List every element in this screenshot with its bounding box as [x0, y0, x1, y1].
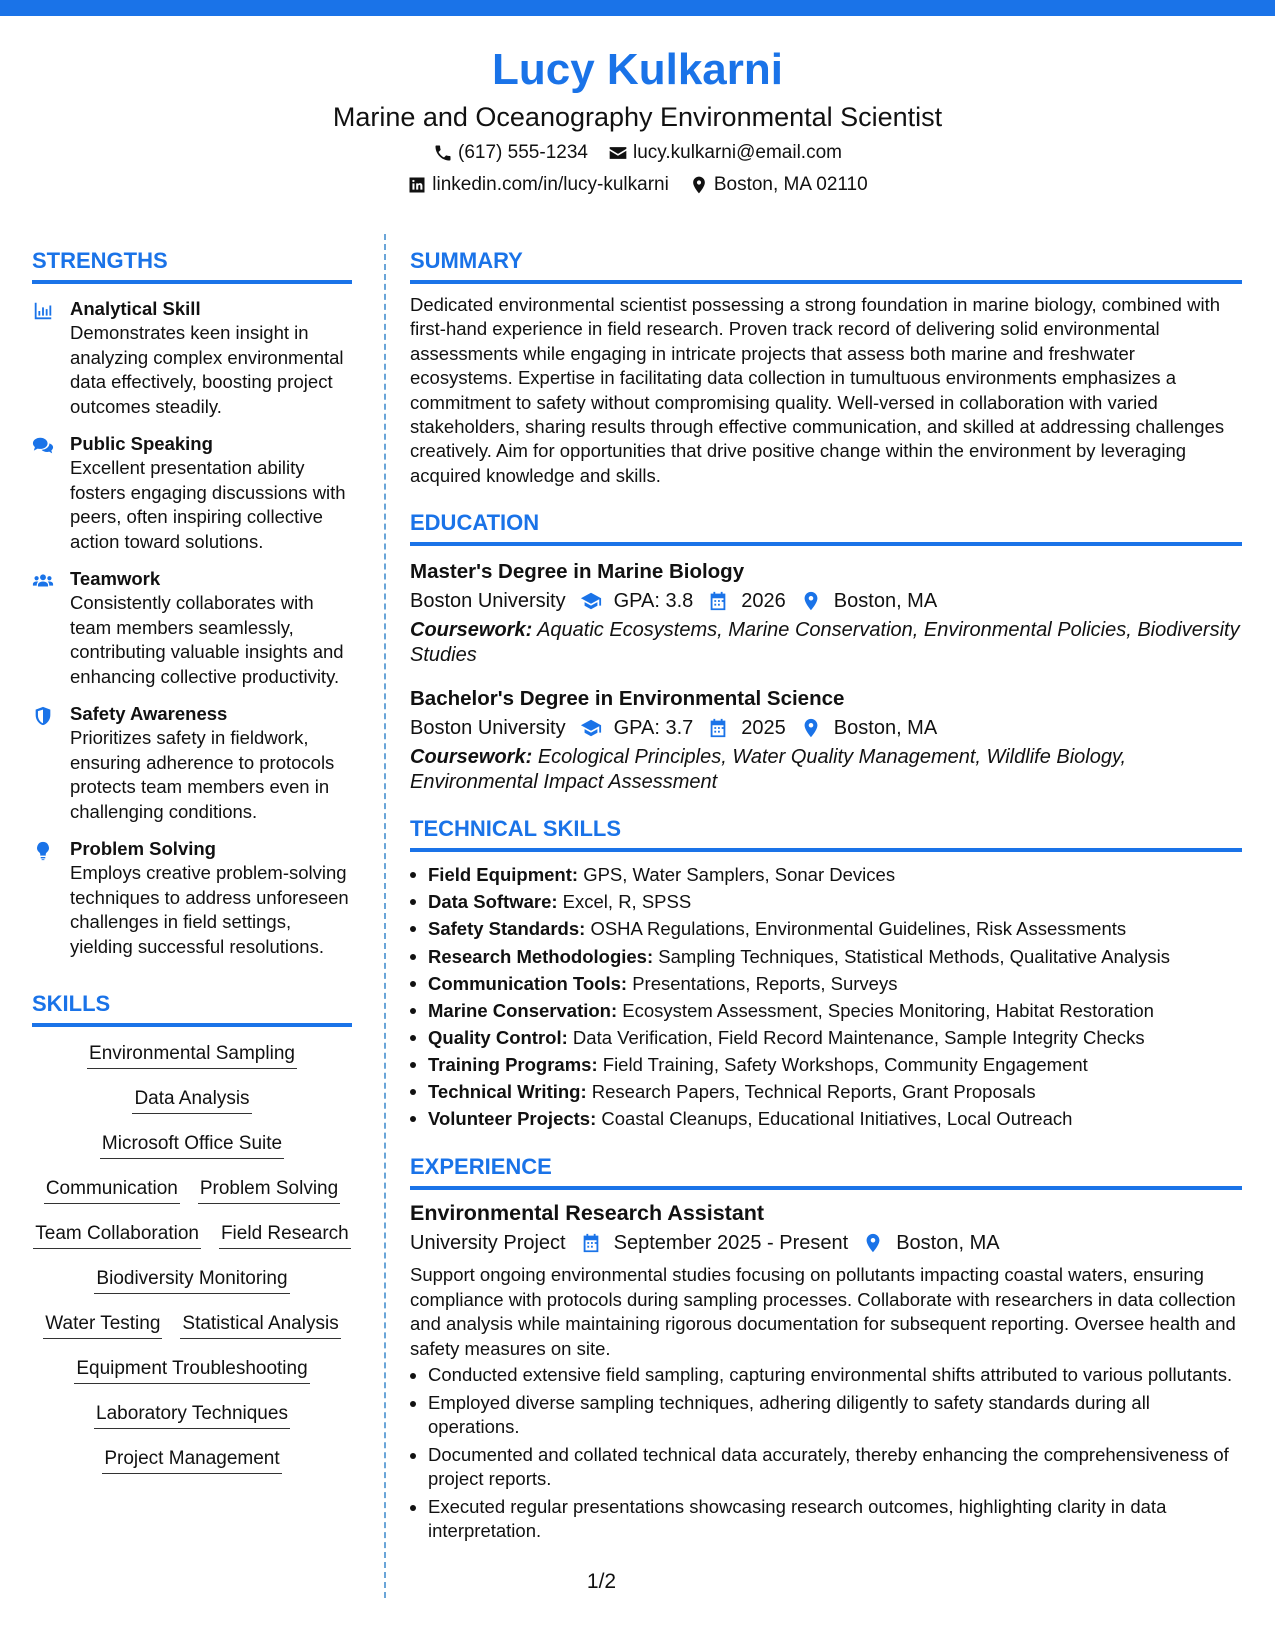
- coursework-label: Coursework:: [410, 746, 533, 769]
- tech-skill-label: Technical Writing:: [428, 1081, 587, 1102]
- skill-row: [44, 1168, 340, 1213]
- tech-skill-label: Training Programs:: [428, 1053, 598, 1075]
- tech-skill-label: Data Software:: [428, 891, 558, 913]
- job-dates: September 2025 - Present: [613, 1232, 849, 1255]
- phone-text: (617) 555-1234: [458, 142, 588, 163]
- skill-row: [100, 1123, 284, 1168]
- gpa-text: GPA: 3.8: [613, 590, 694, 613]
- envelope-icon: [608, 143, 628, 163]
- skill-tag: Equipment Troubleshooting: [74, 1356, 309, 1384]
- experience-section: [410, 1152, 1242, 1544]
- tech-skill-value: Ecosystem Assessment, Species Monitoring, Habitat Restoration: [622, 999, 1154, 1021]
- calendar-icon: [580, 1232, 602, 1254]
- gpa-text: GPA: 3.7: [613, 717, 694, 740]
- skill-tag: Data Analysis: [132, 1086, 251, 1114]
- map-pin-icon: [862, 1232, 884, 1254]
- education-item: [410, 558, 1242, 667]
- summary-heading: SUMMARY: [410, 246, 1242, 284]
- email-text: lucy.kulkarni@email.com: [632, 142, 842, 163]
- job-bullets: [410, 1363, 1242, 1544]
- education-meta: [410, 586, 1242, 616]
- shield-icon: [32, 705, 54, 727]
- contact-row-1: [0, 138, 1275, 168]
- coursework: [410, 618, 1242, 667]
- skill-tag: Field Research: [219, 1221, 351, 1249]
- top-accent-bar: [0, 0, 1275, 16]
- skills-list: [32, 1033, 352, 1483]
- skill-row: [102, 1438, 281, 1483]
- school-name: Boston University: [410, 717, 566, 740]
- tech-skill-label: Field Equipment:: [428, 864, 579, 886]
- comments-icon: [32, 435, 54, 457]
- technical-skills-heading: TECHNICAL SKILLS: [410, 814, 1242, 852]
- phone-contact: [433, 138, 588, 168]
- strength-item: [32, 297, 352, 419]
- linkedin-text: linkedin.com/in/lucy-kulkarni: [432, 174, 669, 195]
- bar-chart-icon: [32, 300, 54, 322]
- strength-desc: Employs creative problem-solving techniques to address unforeseen challenges in field settings, yielding successful resolutions.: [70, 862, 349, 957]
- coursework-list: Aquatic Ecosystems, Marine Conservation, Environmental Policies, Biodiversity Studies: [410, 619, 1240, 666]
- calendar-icon: [707, 717, 729, 739]
- skill-row: [132, 1078, 251, 1123]
- coursework-list: Ecological Principles, Water Quality Management, Wildlife Biology, Environmental Impact Assessment: [410, 746, 1127, 793]
- education-item: [410, 685, 1242, 794]
- skill-tag: Team Collaboration: [33, 1221, 201, 1249]
- contact-row-2: [0, 170, 1275, 200]
- skill-tag: Problem Solving: [198, 1176, 340, 1204]
- location-text: Boston, MA 02110: [713, 174, 868, 195]
- school-name: Boston University: [410, 590, 566, 613]
- list-item: [410, 970, 1242, 997]
- job-location: Boston, MA: [896, 1232, 1000, 1255]
- list-item: Executed regular presentations showcasing research outcomes, highlighting clarity in data interpretation.: [410, 1495, 1242, 1544]
- coursework: [410, 745, 1242, 794]
- tech-skill-value: OSHA Regulations, Environmental Guidelines, Risk Assessments: [590, 918, 1127, 940]
- strength-title: Teamwork: [70, 568, 161, 589]
- edu-location-text: Boston, MA: [833, 590, 938, 613]
- strength-title: Analytical Skill: [70, 298, 201, 319]
- skill-row: [74, 1348, 309, 1393]
- skill-tag: Statistical Analysis: [180, 1311, 340, 1339]
- skill-row: [33, 1213, 350, 1258]
- email-contact[interactable]: [608, 138, 842, 168]
- graduation-cap-icon: [580, 590, 602, 612]
- linkedin-icon: [407, 175, 427, 195]
- resume-header: [0, 42, 1275, 200]
- tech-skill-value: Data Verification, Field Record Maintenance, Sample Integrity Checks: [572, 1026, 1145, 1048]
- strength-item: [32, 432, 352, 554]
- education-heading: EDUCATION: [410, 508, 1242, 546]
- job-meta: [410, 1228, 1242, 1258]
- tech-skill-value: Research Papers, Technical Reports, Grant Proposals: [591, 1081, 1036, 1102]
- lightbulb-icon: [32, 840, 54, 862]
- job-description: Support ongoing environmental studies focusing on pollutants impacting coastal waters, ensuring compliance with protocols during sampling processes. Collaborate with researchers in data collection and analysis while maintaining rigorous documentation for subsequent reporting. Oversee health and safety measures on site.: [410, 1264, 1236, 1359]
- list-item: [410, 915, 1242, 942]
- skill-row: [87, 1033, 297, 1078]
- left-column: [32, 246, 352, 1483]
- strength-desc: Prioritizes safety in fieldwork, ensuring adherence to protocols protects team members even in challenging conditions.: [70, 727, 335, 822]
- tech-skill-value: Field Training, Safety Workshops, Community Engagement: [602, 1053, 1088, 1075]
- candidate-title: Marine and Oceanography Environmental Scientist: [332, 102, 943, 132]
- list-item: [410, 861, 1242, 888]
- tech-skill-label: Marine Conservation:: [428, 999, 618, 1021]
- skill-row: [43, 1303, 340, 1348]
- skill-tag: Laboratory Techniques: [94, 1401, 290, 1429]
- tech-skill-value: GPS, Water Samplers, Sonar Devices: [583, 864, 896, 886]
- list-item: [410, 943, 1242, 970]
- list-item: [410, 1078, 1242, 1105]
- column-divider: [384, 234, 386, 1598]
- skill-tag: Environmental Sampling: [87, 1041, 297, 1069]
- technical-skills-list: [410, 861, 1242, 1132]
- tech-skill-label: Communication Tools:: [428, 972, 628, 994]
- skill-tag: Water Testing: [43, 1311, 162, 1339]
- education-meta: [410, 713, 1242, 743]
- list-item: Conducted extensive field sampling, capturing environmental shifts attributed to various pollutants.: [410, 1363, 1242, 1388]
- technical-skills-section: [410, 814, 1242, 1132]
- strength-desc: Consistently collaborates with team members seamlessly, contributing valuable insights and enhancing collective productivity.: [70, 592, 344, 687]
- strength-item: [32, 567, 352, 689]
- strength-item: [32, 702, 352, 824]
- right-column: [410, 246, 1242, 1547]
- list-item: Employed diverse sampling techniques, adhering diligently to safety standards during all operations.: [410, 1391, 1242, 1440]
- tech-skill-label: Research Methodologies:: [428, 945, 654, 967]
- job-item: [410, 1198, 1242, 1544]
- summary-text: Dedicated environmental scientist possessing a strong foundation in marine biology, combined with first-hand experience in field research. Proven track record of delivering solid environmental assessments while engaging in intricate projects that assess both marine and freshwater ecosystems. Expertise in facilitating data collection in tumultuous environments emphasizes a commitment to safety without compromising quality. Well-versed in collaboration with varied stakeholders, sharing results through effective communication, and skilled at addressing challenges creatively. Aim for opportunities that drive positive change within the environment by leveraging acquired knowledge and skills.: [410, 294, 1225, 486]
- tech-skill-label: Volunteer Projects:: [428, 1108, 597, 1130]
- year-text: 2025: [741, 717, 786, 740]
- strength-title: Problem Solving: [70, 838, 216, 859]
- list-item: [410, 997, 1242, 1024]
- tech-skill-value: Sampling Techniques, Statistical Methods, Qualitative Analysis: [658, 945, 1171, 967]
- map-pin-icon: [689, 175, 709, 195]
- summary-section: [410, 246, 1242, 488]
- experience-heading: EXPERIENCE: [410, 1152, 1242, 1190]
- list-item: [410, 1024, 1242, 1051]
- year-text: 2026: [741, 590, 786, 613]
- phone-icon: [433, 143, 453, 163]
- skill-row: [94, 1393, 290, 1438]
- skill-tag: Biodiversity Monitoring: [94, 1266, 289, 1294]
- page-number-text: 1/2: [586, 1570, 617, 1593]
- strength-desc: Demonstrates keen insight in analyzing complex environmental data effectively, boosting project outcomes steadily.: [70, 322, 344, 417]
- education-section: [410, 508, 1242, 794]
- strength-title: Safety Awareness: [70, 703, 228, 724]
- map-pin-icon: [800, 717, 822, 739]
- skills-section: [32, 989, 352, 1483]
- tech-skill-value: Excel, R, SPSS: [562, 891, 692, 913]
- list-item: Documented and collated technical data accurately, thereby enhancing the comprehensiveness of project reports.: [410, 1443, 1242, 1492]
- tech-skill-label: Safety Standards:: [428, 918, 586, 940]
- skill-tag: Microsoft Office Suite: [100, 1131, 284, 1159]
- tech-skill-value: Presentations, Reports, Surveys: [632, 972, 898, 994]
- users-icon: [32, 570, 54, 592]
- strengths-heading: STRENGTHS: [32, 246, 352, 284]
- list-item: [410, 1105, 1242, 1132]
- degree-title: Master's Degree in Marine Biology: [410, 560, 745, 584]
- location-contact: [689, 170, 868, 200]
- calendar-icon: [707, 590, 729, 612]
- strength-item: [32, 837, 352, 959]
- strengths-section: [32, 246, 352, 959]
- linkedin-contact[interactable]: [407, 170, 669, 200]
- job-org: University Project: [410, 1232, 566, 1255]
- job-title: Environmental Research Assistant: [410, 1201, 765, 1226]
- edu-location-text: Boston, MA: [833, 717, 938, 740]
- list-item: [410, 888, 1242, 915]
- page-number: [0, 1570, 1275, 1594]
- graduation-cap-icon: [580, 717, 602, 739]
- strength-desc: Excellent presentation ability fosters engaging discussions with peers, often inspiring collective action toward solutions.: [70, 457, 346, 552]
- degree-title: Bachelor's Degree in Environmental Science: [410, 687, 845, 711]
- candidate-name: Lucy Kulkarni: [492, 45, 783, 94]
- skill-tag: Communication: [44, 1176, 180, 1204]
- skills-heading: SKILLS: [32, 989, 352, 1027]
- tech-skill-label: Quality Control:: [428, 1026, 568, 1048]
- map-pin-icon: [800, 590, 822, 612]
- skill-tag: Project Management: [102, 1446, 281, 1474]
- skill-row: [94, 1258, 289, 1303]
- list-item: [410, 1051, 1242, 1078]
- coursework-label: Coursework:: [410, 619, 533, 642]
- tech-skill-value: Coastal Cleanups, Educational Initiatives, Local Outreach: [601, 1108, 1073, 1130]
- strength-title: Public Speaking: [70, 433, 213, 454]
